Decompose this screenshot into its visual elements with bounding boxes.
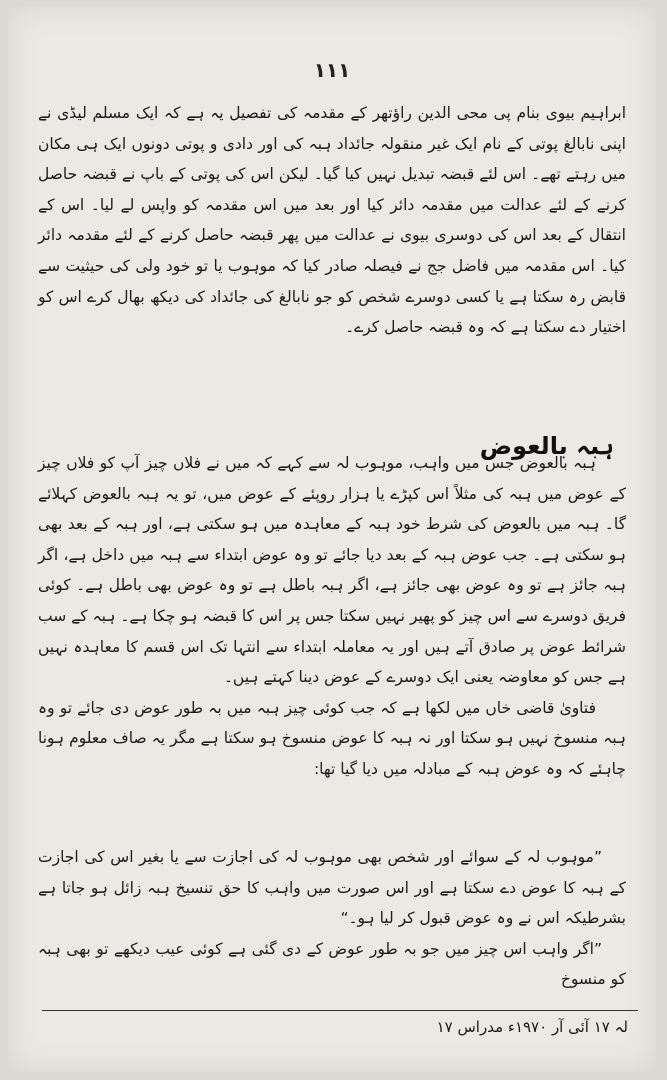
- page-number: ۱۱۱: [313, 58, 351, 82]
- footnote-divider: [42, 1010, 638, 1011]
- quotation-text: ”اگر واہب اس چیز میں جو بہ طور عوض کے دی گئی ہے کوئی عیب دیکھے تو بھی ہبہ کو منسوخ: [38, 939, 626, 989]
- case-paragraph: [38, 98, 626, 343]
- hiba-bil-iwaz-section: [38, 448, 626, 785]
- book-page: [8, 6, 656, 1072]
- paragraph-text: ہبہ بالعوض جس میں واہب، موہوب لہ سے کہے کہ میں نے فلاں چیز آپ کو فلاں چیز کے عوض میں ہبہ کی مثلاً اس کپڑے یا ہزار روپئے کے عوض میں، تو یہ ہبہ بالعوض کہلائے گا۔ ہبہ میں بالعوض کی شرط خود ہبہ کے معاہدہ میں ہو سکتی ہے، اور ہبہ کے بعد بھی ہو سکتی ہے۔ جب عوض ہبہ کے بعد دیا جائے تو وہ عوض ابتداء سے ہبہ میں داخل ہے، اگر ہبہ جائز ہے تو وہ عوض بھی جائز ہے، اگر ہبہ باطل ہے تو وہ عوض بھی باطل ہے۔ کوئی فریق دوسرے سے اس چیز کو پھیر نہیں سکتا جس پر اس کا قبضہ ہو چکا ہے۔ ہبہ کے سب شرائط عوض پر صادق آتے ہیں اور یہ معاملہ ابتداء سے انتہا تک اس قسم کا معاہدہ نہیں ہے جس کو معاوضہ یعنی ایک دوسرے کے عوض دینا کہتے ہیں۔: [38, 454, 626, 687]
- section-heading: ہبہ بالعوض: [479, 432, 614, 460]
- quotation-block: [38, 842, 626, 995]
- footnote: لہ ۱۷ آئی آر ۱۹۷۰ء مدراس ۱۷: [436, 1018, 628, 1036]
- paragraph-text: ابراہیم بیوی بنام پی محی الدین راؤتھر کے مقدمہ کی تفصیل یہ ہے کہ ایک مسلم لیڈی نے اپنی نابالغ پوتی کے نام ایک غیر منقولہ جائداد ہبہ کی اور دادی و پوتی دونوں ایک ہی مکان میں رہتے تھے۔ اس لئے قبضہ تبدیل نہیں کیا گیا۔ لیکن اس کی پوتی کے باپ نے قبضہ حاصل کرنے کے لئے عدالت میں مقدمہ دائر کیا اور بعد میں اس مقدمہ کو واپس لے لیا۔ اس کے انتقال کے بعد اس کی دوسری بیوی نے عدالت میں پھر قبضہ حاصل کرنے کے لئے مقدمہ دائر کیا۔ اس مقدمہ میں فاضل جج نے فیصلہ صادر کیا کہ موہوب یا تو خود ولی کی حیثیت سے قابض رہ سکتا ہے یا کسی دوسرے شخص کو جو نابالغ کی جائداد کی دیکھ بھال کرے اس کو اختیار دے سکتا ہے کہ وہ قبضہ حاصل کرے۔: [38, 104, 626, 337]
- quotation-text: ”موہوب لہ کے سوائے اور شخص بھی موہوب لہ کی اجازت سے یا بغیر اس کی اجازت کے ہبہ کا عوض دے سکتا ہے اور اس صورت میں واہب کا حق تنسیخ ہبہ زائل ہو جاتا ہے بشرطیکہ اس نے وہ عوض قبول کر لیا ہو۔“: [38, 848, 626, 928]
- paragraph-text: فتاویٰ قاضی خاں میں لکھا ہے کہ جب کوئی چیز ہبہ میں بہ طور عوض دی جائے تو وہ ہبہ منسوخ نہیں ہو سکتا اور نہ ہبہ کا عوض منسوخ ہو سکتا ہے مگر یہ صاف معلوم ہونا چاہئے کہ وہ عوض ہبہ کے مبادلہ میں دیا گیا تھا:: [38, 698, 626, 778]
